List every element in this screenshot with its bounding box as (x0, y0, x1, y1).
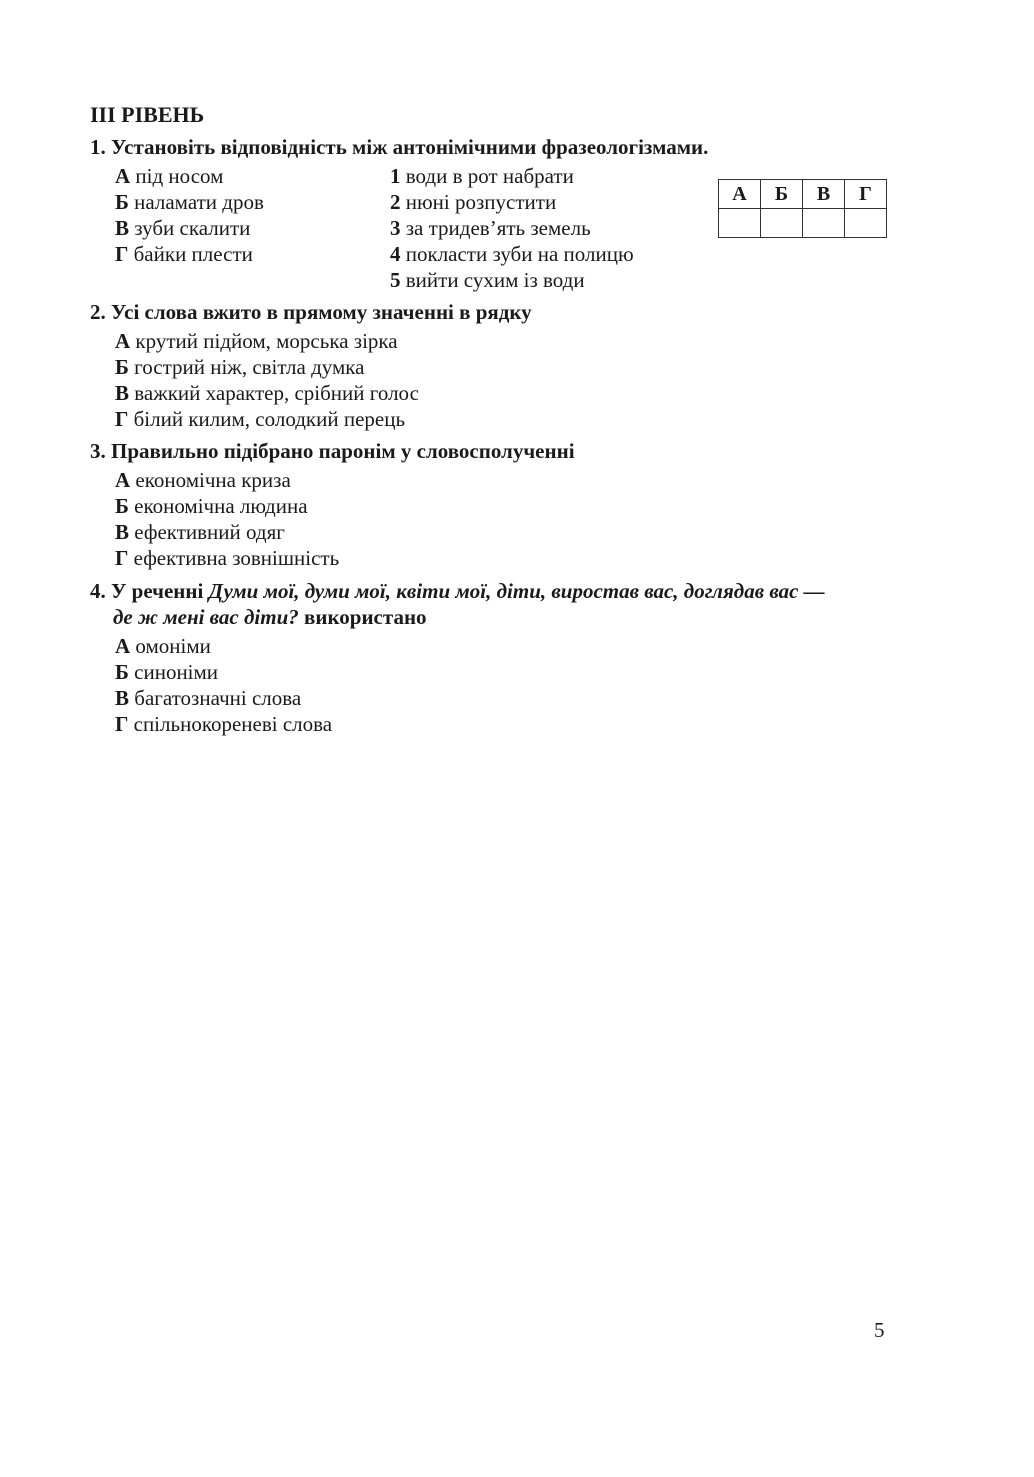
q2-option: А крутий підйом, морська зірка (115, 329, 398, 353)
question-2-number: 2. (90, 300, 106, 324)
q1-right-option: 2 нюні розпустити (390, 190, 557, 214)
question-4-quote-end: де ж мені вас діти? (113, 605, 299, 629)
question-4-quote: Думи мої, думи мої, квіти мої, діти, виростав вас, доглядав вас — (208, 579, 825, 603)
question-4-text: У реченні (111, 579, 204, 603)
answer-cell[interactable] (761, 209, 803, 238)
question-2-text: Усі слова вжито в прямому значенні в рядку (111, 300, 532, 324)
q1-left-option: А під носом (115, 164, 224, 188)
answer-grid-header: А (719, 180, 761, 209)
question-4-text-after: використано (304, 605, 427, 629)
question-1-number: 1. (90, 135, 106, 159)
q1-right-option: 3 за тридев’ять земель (390, 216, 591, 240)
q1-left-option: Г байки плести (115, 242, 253, 266)
q1-left-option: В зуби скалити (115, 216, 251, 240)
answer-grid-header: Б (761, 180, 803, 209)
question-3-text: Правильно підібрано паронім у словосполученні (111, 439, 575, 463)
q2-option: Б гострий ніж, світла думка (115, 355, 365, 379)
q1-right-option: 5 вийти сухим із води (390, 268, 585, 292)
question-4-line2 (113, 604, 427, 630)
q3-option: В ефективний одяг (115, 520, 285, 544)
q4-option: Б синоніми (115, 660, 219, 684)
q1-left-option: Б наламати дров (115, 190, 264, 214)
question-2 (90, 299, 532, 325)
page-number: 5 (874, 1318, 885, 1342)
question-3 (90, 438, 575, 464)
question-4 (90, 578, 825, 604)
q2-option: В важкий характер, срібний голос (115, 381, 419, 405)
q3-option: Б економічна людина (115, 494, 308, 518)
q1-right-option: 4 покласти зуби на полицю (390, 242, 634, 266)
q4-option: Г спільнокореневі слова (115, 712, 333, 736)
answer-cell[interactable] (803, 209, 845, 238)
q3-option: Г ефективна зовнішність (115, 546, 340, 570)
answer-grid (718, 179, 887, 238)
answer-grid-header: Г (845, 180, 887, 209)
question-1-text: Установіть відповідність між антонімічними фразеологізмами. (111, 135, 709, 159)
q2-option: Г білий килим, солодкий перець (115, 407, 406, 431)
answer-cell[interactable] (845, 209, 887, 238)
answer-cell[interactable] (719, 209, 761, 238)
answer-grid-header: В (803, 180, 845, 209)
q4-option: А омоніми (115, 634, 211, 658)
question-1 (90, 134, 708, 160)
q1-right-option: 1 води в рот набрати (390, 164, 574, 188)
q3-option: А економічна криза (115, 468, 291, 492)
section-heading: ІІІ РІВЕНЬ (90, 102, 205, 127)
question-4-number: 4. (90, 579, 106, 603)
question-3-number: 3. (90, 439, 106, 463)
q4-option: В багатозначні слова (115, 686, 302, 710)
